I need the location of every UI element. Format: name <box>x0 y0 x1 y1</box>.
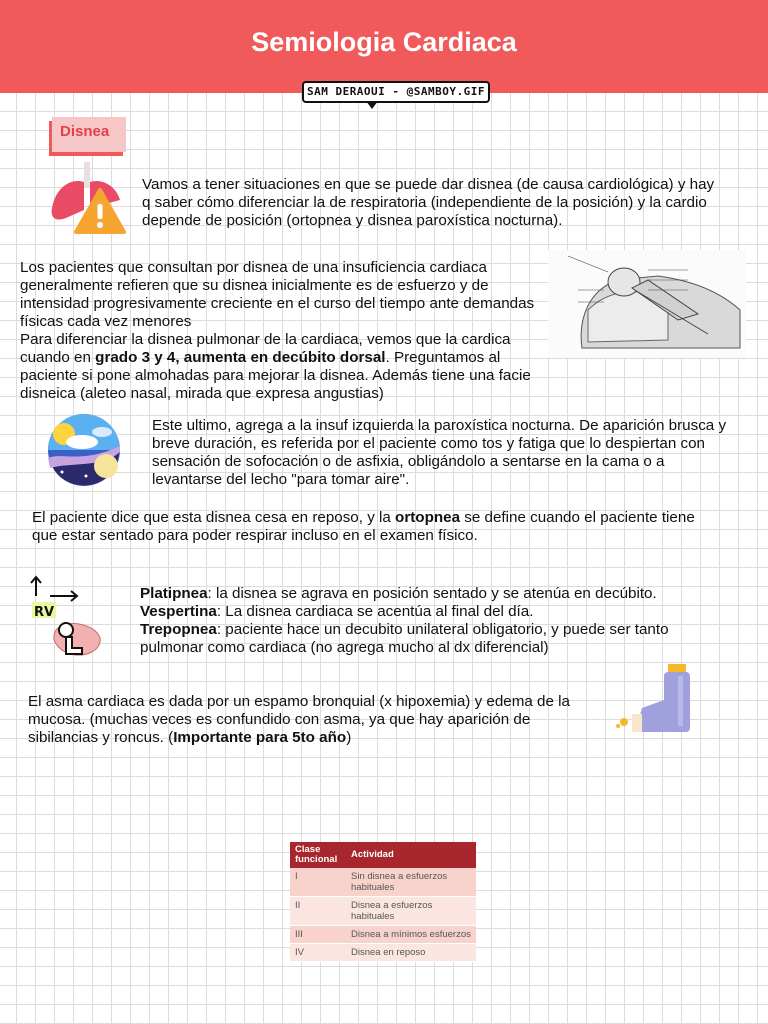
day-night-icon <box>42 412 124 488</box>
page-title: Semiologia Cardiaca <box>251 27 517 57</box>
page-header <box>0 0 768 93</box>
table-row <box>290 897 476 926</box>
author-badge: SAM DERAOUI - @SAMBOY.GIF <box>302 81 490 103</box>
table <box>290 842 476 962</box>
table-cell-clase: I <box>290 868 346 897</box>
paragraph-paroxistica: Este ultimo, agrega a la insuf izquierda la paroxística nocturna. De aparición brusca y breve duración, es referida por el paciente como tos y fatiga que lo despiertan con sensación de sofocación o de asfixia, obligándolo a sentarse en la cama o a levantarse del lecho "para tomar aire". <box>152 417 727 488</box>
platipnea-term: Platipnea <box>140 585 208 602</box>
platipnea-desc: : la disnea se agrava en posición sentado y se atenúa en decúbito. <box>207 585 657 602</box>
table-cell-actividad: Disnea en reposo <box>346 944 476 962</box>
table-cell-actividad: Disnea a esfuerzos habituales <box>346 897 476 926</box>
table-row <box>290 926 476 944</box>
paragraph-asma-bold: Importante para 5to año <box>173 729 347 746</box>
section-tag-disnea: Disnea <box>52 117 126 152</box>
inhaler-icon <box>614 662 698 740</box>
table-row <box>290 868 476 897</box>
table-header-row <box>290 842 476 868</box>
paragraph-diferenciar-bold: grado 3 y 4, aumenta en decúbito dorsal <box>95 349 386 366</box>
paragraph-ortopnea-bold: ortopnea <box>395 509 461 526</box>
rv-label: RV <box>34 605 55 620</box>
table-row <box>290 944 476 962</box>
author-badge-tail <box>366 101 378 109</box>
paragraph-ortopnea-b: se define cuando el paciente tiene que estar sentado para poder respirar incluso en el examen físico. <box>32 509 695 544</box>
patient-pillows-illustration <box>548 250 746 358</box>
table-header-clase: Clase funcional <box>290 842 346 868</box>
table-cell-actividad: Disnea a mínimos esfuerzos <box>346 926 476 944</box>
lungs-warning-icon <box>48 160 128 236</box>
vespertina-term: Vespertina <box>140 603 217 620</box>
paragraph-intro: Vamos a tener situaciones en que se puede dar disnea (de causa cardiológica) y hay q saber cómo diferenciar la de respiratoria (independiente de la posición) y la cardio depende de posición (ortopnea y disnea paroxística nocturna). <box>142 176 715 229</box>
table-header-actividad: Actividad <box>346 842 476 868</box>
paragraph-asma <box>28 693 593 747</box>
paragraph-insuficiencia-a: Los pacientes que consultan por disnea de una insuficiencia cardiaca generalmente refieren que su disnea inicialmente es de esfuerzo y de intensidad progresivamente creciente en el curso del tiempo ante demandas físicas cada vez menores <box>20 259 535 330</box>
vespertina-desc: : La disnea cardiaca se acentúa al final del día. <box>216 603 534 620</box>
table-cell-clase: III <box>290 926 346 944</box>
paragraph-asma-b: ) <box>346 729 352 746</box>
paragraph-diferenciar-end: . Preguntamos al paciente si pone almohadas para mejorar la disnea. Además tiene una facie disneica (aleteo nasal, mirada que expresa angustias) <box>20 349 531 402</box>
trepopnea-term: Trepopnea <box>140 621 217 638</box>
paragraph-ortopnea-a: El paciente dice que esta disnea cesa en reposo, y la <box>32 509 396 526</box>
table-cell-actividad: Sin disnea a esfuerzos habituales <box>346 868 476 897</box>
paragraph-insuficiencia <box>20 259 550 403</box>
paragraph-posiciones <box>140 585 730 657</box>
paragraph-diferenciar: Para diferenciar la disnea pulmonar de la cardiaca, vemos que la cardica cuando en <box>20 331 511 366</box>
table-cell-clase: II <box>290 897 346 926</box>
trepopnea-desc: : paciente hace un decubito unilateral obligatorio, y puede ser tanto pulmonar como cardiaca (no agrega mucho al dx diferencial) <box>140 621 669 656</box>
paragraph-asma-a: El asma cardiaca es dada por un espamo bronquial (x hipoxemia) y edema de la mucosa. (muchas veces es confundido con asma, ya que hay aparición de sibilancias y roncus. ( <box>28 693 570 746</box>
paragraph-ortopnea <box>32 509 722 545</box>
position-arrows-icon <box>26 574 108 666</box>
clase-funcional-table <box>290 842 476 962</box>
table-cell-clase: IV <box>290 944 346 962</box>
